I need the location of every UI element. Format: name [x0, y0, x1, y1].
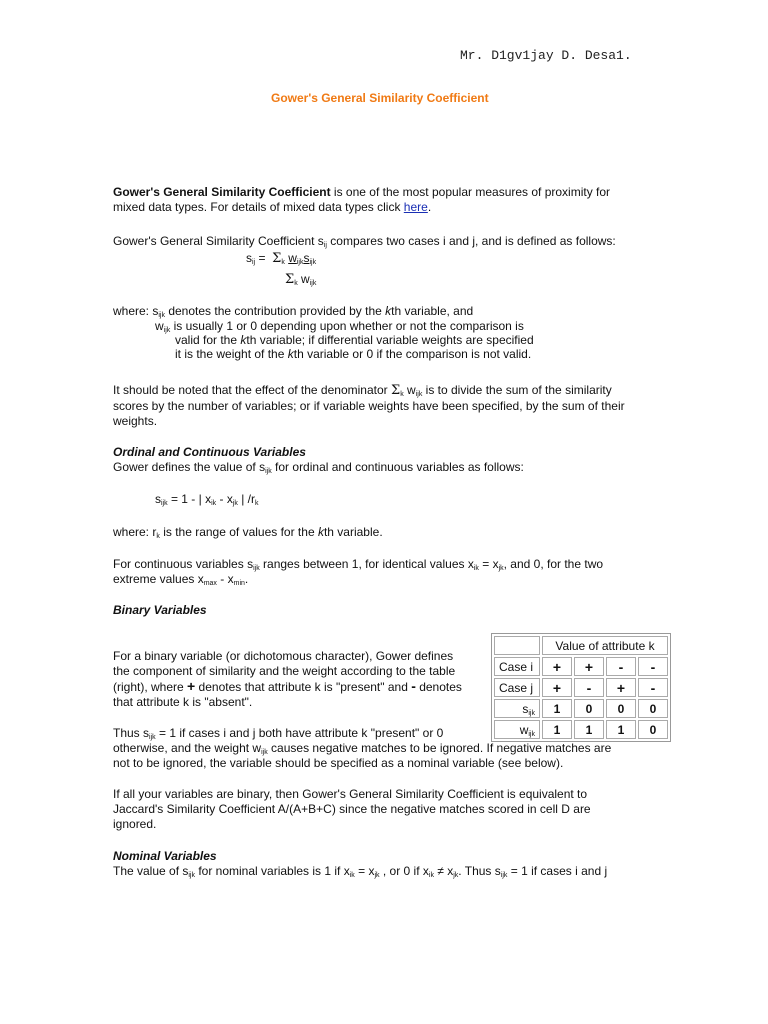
- nom-jk-1: jk: [374, 872, 380, 879]
- cn-d: , and 0, for the two: [503, 557, 604, 571]
- sigma-k: k: [281, 259, 285, 266]
- ordinal-sub: ijk: [265, 468, 272, 475]
- rw-kth: k: [317, 525, 324, 539]
- ext-c: .: [244, 572, 249, 586]
- binary-paragraph: [113, 649, 462, 710]
- cn-c: = x: [478, 557, 499, 571]
- nom-ik-2: ik: [428, 872, 434, 879]
- cell-s-2: 0: [574, 699, 604, 718]
- intro-paragraph: [113, 185, 610, 215]
- ext-b: - x: [216, 572, 234, 586]
- page-title: Gower's General Similarity Coefficient: [271, 91, 489, 105]
- denominator-note: [113, 383, 625, 429]
- cn-a: For continuous variables s: [113, 557, 254, 571]
- nom-c: = x: [354, 864, 375, 878]
- of-a: = 1 - | x: [167, 492, 212, 506]
- defn-text-a: Gower's General Similarity Coefficient s: [113, 234, 324, 248]
- of-s-sub: ijk: [161, 500, 168, 507]
- ordinal-a: Gower defines the value of s: [113, 460, 266, 474]
- num-w: w: [288, 251, 297, 265]
- defn-text-b: compares two cases i and j, and is defined as follows:: [326, 234, 616, 248]
- ot-sub: ijk: [261, 749, 268, 756]
- s-label-sub: ijk: [528, 709, 535, 717]
- noted-k: k: [400, 391, 404, 398]
- binary-heading: Binary Variables: [113, 603, 207, 617]
- of-ik: ik: [211, 500, 217, 507]
- of-c: | /r: [237, 492, 256, 506]
- author-name: Mr. D1gv1jay D. Desa1.: [460, 48, 632, 63]
- definition-line: [113, 234, 616, 249]
- sigma-k-2: k: [294, 280, 298, 287]
- noted-line-3: weights.: [113, 414, 158, 428]
- nom-d: , or 0 if x: [379, 864, 429, 878]
- formula-lhs: s: [246, 251, 252, 265]
- ext-max: max: [203, 580, 217, 587]
- jaccard-line-2: Jaccard's Similarity Coefficient A/(A+B+C) since the negative matches scored in cell D are: [113, 802, 591, 816]
- noted-w: w: [407, 383, 416, 397]
- den-w-sub: ijk: [309, 280, 317, 287]
- thus-paragraph: [113, 726, 611, 771]
- ot-a: otherwise, and the weight w: [113, 741, 262, 755]
- where-line-3: [175, 333, 534, 348]
- formula-denominator: [285, 272, 316, 287]
- cell-w-3: 1: [606, 720, 636, 739]
- where2-sub: ijk: [163, 327, 171, 334]
- nom-e: . Thus s: [458, 864, 501, 878]
- where4-k: k: [287, 347, 294, 361]
- where3-b: th variable; if differential variable weights are specified: [246, 333, 534, 347]
- jaccard-line-3: ignored.: [113, 817, 157, 831]
- thus-sub: ijk: [149, 734, 156, 741]
- here-link[interactable]: here: [403, 200, 428, 214]
- case-j-label: Case j: [494, 678, 540, 697]
- where3-k: k: [240, 333, 247, 347]
- cn-sub: ijk: [253, 565, 260, 572]
- den-w: w: [301, 272, 310, 286]
- intro-bold: Gower's General Similarity Coefficient: [113, 185, 331, 199]
- case-i-label: Case i: [494, 657, 540, 676]
- where3-a: valid for the: [175, 333, 241, 347]
- ot-b: causes negative matches to be ignored. If negative matches are: [267, 741, 612, 755]
- defn-sub: ij: [323, 242, 327, 249]
- nom-b: for nominal variables is 1 if x: [195, 864, 350, 878]
- rw-a: where: r: [113, 525, 157, 539]
- cell-j-1: +: [542, 678, 572, 697]
- ordinal-b: for ordinal and continuous variables as follows:: [271, 460, 524, 474]
- cell-j-3: +: [606, 678, 636, 697]
- cn-jk: jk: [498, 565, 504, 572]
- of-jk: jk: [232, 500, 238, 507]
- binary-l3-c: denotes: [415, 680, 462, 694]
- table-corner: [494, 636, 540, 655]
- w-label-text: w: [519, 722, 529, 737]
- cell-w-1: 1: [542, 720, 572, 739]
- nom-sub-2: ijk: [500, 872, 508, 879]
- nom-a: The value of s: [113, 864, 189, 878]
- rw-b: is the range of values for the: [159, 525, 318, 539]
- formula-numerator: [246, 251, 316, 266]
- jaccard-paragraph: [113, 787, 591, 832]
- num-s: s: [303, 251, 310, 265]
- where-k: k: [385, 304, 392, 318]
- sigma-symbol-2: Σ: [285, 272, 295, 287]
- intro-end: .: [427, 200, 432, 214]
- thus-b: = 1 if cases i and j both have attribute k "present" or 0: [155, 726, 444, 740]
- binary-line-2: the component of similarity and the weight according to the table: [113, 664, 456, 678]
- nominal-heading: Nominal Variables: [113, 849, 217, 863]
- minus-symbol: -: [411, 678, 416, 694]
- ot-c: not to be ignored, the variable should be specified as a nominal variable (see below).: [113, 756, 564, 770]
- cell-i-2: +: [574, 657, 604, 676]
- cell-s-4: 0: [638, 699, 668, 718]
- rw-k: k: [156, 533, 160, 540]
- num-w-sub: ijk: [296, 259, 304, 266]
- binary-l3-b: denotes that attribute k is "present" and: [195, 680, 412, 694]
- jaccard-line-1: If all your variables are binary, then Gower's General Similarity Coefficient is equivalent to: [113, 787, 588, 801]
- plus-symbol: +: [187, 678, 196, 694]
- cn-ik: ik: [473, 565, 479, 572]
- nom-ik-1: ik: [349, 872, 355, 879]
- table-header: Value of attribute k: [542, 636, 668, 655]
- of-k: k: [255, 500, 259, 507]
- cell-i-4: -: [638, 657, 668, 676]
- cell-w-2: 1: [574, 720, 604, 739]
- cell-w-4: 0: [638, 720, 668, 739]
- where-sub: ijk: [158, 312, 165, 319]
- where2-text: is usually 1 or 0 depending upon whether or not the comparison is: [170, 319, 524, 333]
- s-label-text: s: [522, 701, 529, 716]
- nom-sub-1: ijk: [188, 872, 195, 879]
- formula-lhs-sub: ij: [252, 259, 256, 266]
- where4-a: it is the weight of the: [175, 347, 288, 361]
- cell-i-1: +: [542, 657, 572, 676]
- num-s-sub: ijk: [309, 259, 317, 266]
- noted-line-2: scores by the number of variables; or if variable weights have been specified, by the sum of their: [113, 399, 625, 413]
- ordinal-formula: [155, 492, 259, 507]
- rw-c: th variable.: [323, 525, 383, 539]
- where-text-a: denotes the contribution provided by the: [164, 304, 386, 318]
- s-label: [494, 699, 540, 718]
- binary-l3-a: (right), where: [113, 680, 188, 694]
- cn-b: ranges between 1, for identical values x: [259, 557, 474, 571]
- nom-x: x: [447, 864, 454, 878]
- ext-a: extreme values x: [113, 572, 204, 586]
- where2-w: w: [155, 319, 164, 333]
- noted-sigma: Σ: [390, 383, 401, 398]
- thus-a: Thus s: [113, 726, 150, 740]
- not-equal-symbol: ≠: [433, 864, 448, 878]
- where-text-b: th variable, and: [391, 304, 474, 318]
- intro-text-1: is one of the most popular measures of proximity for: [330, 185, 611, 199]
- intro-text-2: mixed data types. For details of mixed data types click: [113, 200, 404, 214]
- numerator-terms: [288, 251, 316, 265]
- nom-jk-2: jk: [453, 872, 459, 879]
- w-label-sub: ijk: [528, 730, 535, 738]
- cell-s-1: 1: [542, 699, 572, 718]
- cell-i-3: -: [606, 657, 636, 676]
- where-label: where: s: [113, 304, 159, 318]
- noted-a: It should be noted that the effect of the denominator: [113, 383, 391, 397]
- where-line-4: [175, 347, 531, 362]
- range-where: [113, 525, 383, 540]
- formula-eq: =: [255, 251, 266, 265]
- nom-f: = 1 if cases i and j: [507, 864, 608, 878]
- continuous-note: [113, 557, 603, 587]
- cell-j-2: -: [574, 678, 604, 697]
- noted-w-sub: ijk: [415, 391, 423, 398]
- where-line-1: [113, 304, 473, 319]
- ordinal-line: [113, 460, 524, 475]
- of-s: s: [155, 492, 161, 506]
- noted-b: is to divide the sum of the similarity: [422, 383, 612, 397]
- ordinal-heading: Ordinal and Continuous Variables: [113, 445, 306, 459]
- nominal-line: [113, 864, 607, 879]
- cell-s-3: 0: [606, 699, 636, 718]
- binary-line-4: that attribute k is "absent".: [113, 695, 253, 709]
- where-line-2: [155, 319, 524, 334]
- ext-min: min: [233, 580, 245, 587]
- binary-line-1: For a binary variable (or dichotomous character), Gower defines: [113, 649, 454, 663]
- where4-b: th variable or 0 if the comparison is not valid.: [293, 347, 532, 361]
- of-b: - x: [216, 492, 233, 506]
- cell-j-4: -: [638, 678, 668, 697]
- sigma-symbol: Σ: [272, 251, 282, 266]
